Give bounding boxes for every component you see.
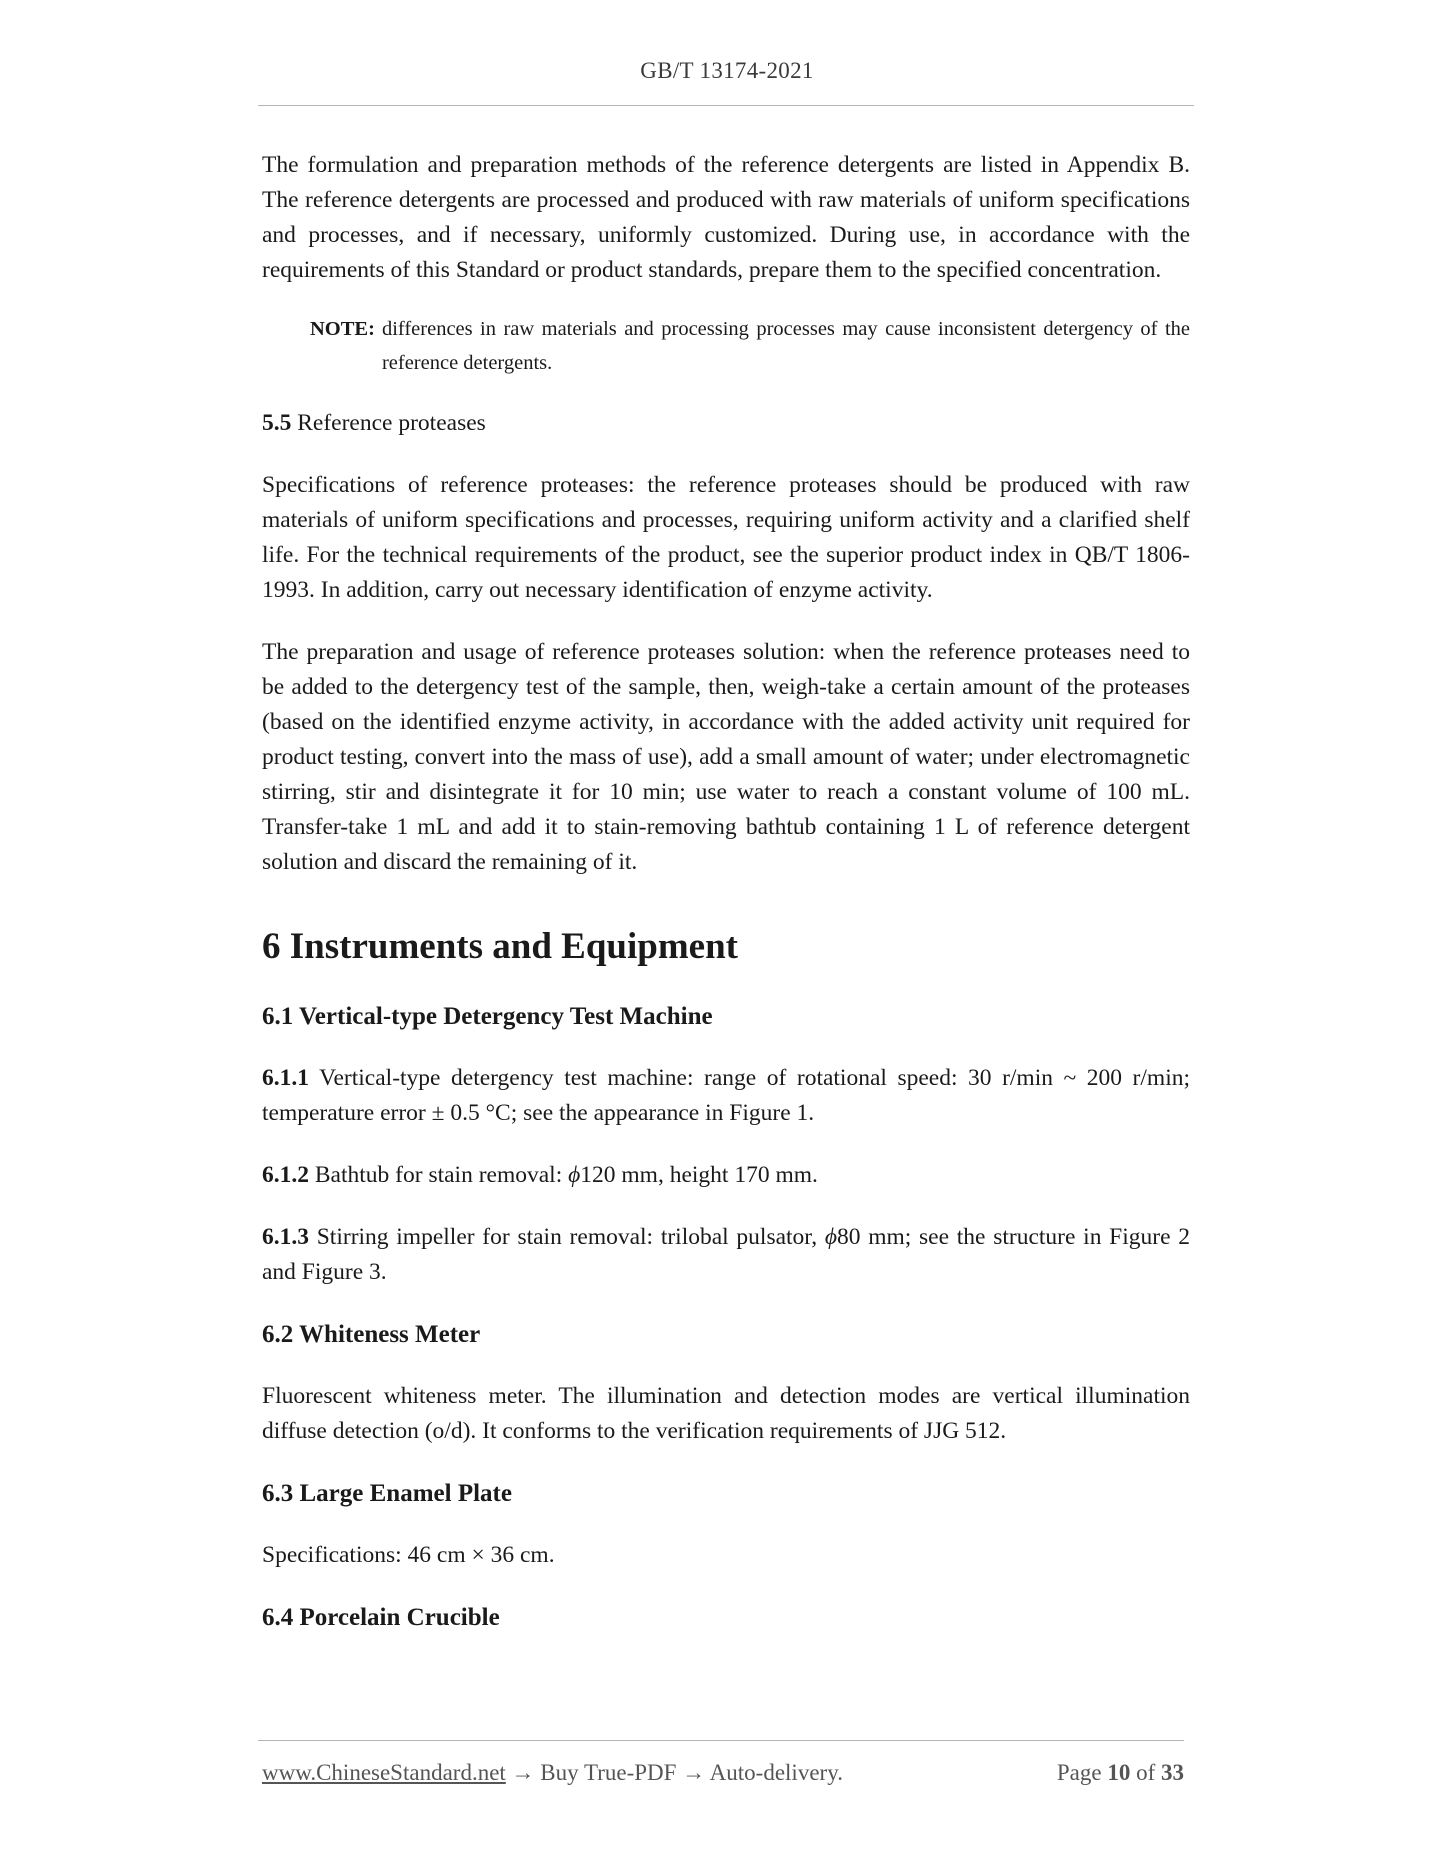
buy-pdf-text: Buy True-PDF	[540, 1760, 677, 1785]
subsection-heading-6-3: 6.3 Large Enamel Plate	[262, 1480, 512, 1507]
paragraph-whiteness-meter: Fluorescent whiteness meter. The illumination and detection modes are vertical illumination diffuse detection (o/d). It conforms to the verification requirements of JJG 512.	[262, 1383, 1190, 1444]
website-link[interactable]: www.ChineseStandard.net	[262, 1760, 506, 1785]
clause-number: 6.1.1	[262, 1065, 309, 1091]
footer-divider	[258, 1740, 1184, 1741]
auto-delivery-text: Auto-delivery.	[709, 1760, 843, 1785]
clause-text: 120 mm, height 170 mm.	[580, 1162, 818, 1188]
subsection-heading-6-2: 6.2 Whiteness Meter	[262, 1321, 481, 1348]
note	[310, 312, 1190, 380]
page-footer	[262, 1760, 1184, 1786]
current-page: 10	[1107, 1760, 1131, 1785]
page-indicator	[1057, 1760, 1184, 1786]
clause-text: 80 mm; see the structure in Figure 2 and Figure 3.	[262, 1224, 1191, 1285]
subsection-heading-6-4: 6.4 Porcelain Crucible	[262, 1604, 500, 1631]
page-header: GB/T 13174-2021	[640, 58, 814, 83]
arrow-right-icon: →	[511, 1760, 535, 1785]
clause-text: Vertical-type detergency test machine: range of rotational speed: 30 r/min ~ 200 r/min; temperature error ± 0.5 °C; see the appearance in Figure 1.	[262, 1065, 1190, 1126]
paragraph-reference-detergents: The formulation and preparation methods of the reference detergents are listed in Appendix B. The reference detergents are processed and produced with raw materials of uniform specifications and processes, and if necessary, uniformly customized. During use, in accordance with the requirements of this Standard or product standards, prepare them to the specified concentration.	[262, 152, 1190, 283]
paragraph-protease-specs: Specifications of reference proteases: the reference proteases should be produced with raw materials of uniform specifications and processes, requiring uniform activity and a clarified shelf life. For the technical requirements of the product, see the superior product index in QB/T 1806-1993. In addition, carry out necessary identification of enzyme activity.	[262, 472, 1190, 603]
diameter-symbol: ϕ	[824, 1224, 837, 1250]
clause-text: Bathtub for stain removal:	[314, 1162, 563, 1188]
arrow-right-icon: →	[682, 1760, 706, 1785]
subsection-heading-6-1: 6.1 Vertical-type Detergency Test Machine	[262, 1003, 713, 1030]
clause-6-1-1	[262, 1061, 1190, 1131]
clause-text: Stirring impeller for stain removal: trilobal pulsator,	[316, 1224, 818, 1250]
clause-6-1-3	[262, 1220, 1190, 1290]
section-heading-6: 6 Instruments and Equipment	[262, 926, 738, 967]
note-label: NOTE:	[310, 318, 375, 340]
clause-number: 6.1.3	[262, 1224, 309, 1250]
clause-number: 6.1.2	[262, 1162, 309, 1188]
note-text: differences in raw materials and processing processes may cause inconsistent detergency of the reference detergents.	[381, 318, 1190, 374]
page-label: Page	[1056, 1760, 1102, 1785]
header-divider	[258, 105, 1194, 106]
paragraph-enamel-plate: Specifications: 46 cm × 36 cm.	[262, 1542, 555, 1568]
clause-6-1-2	[262, 1158, 1190, 1193]
diameter-symbol: ϕ	[568, 1162, 581, 1188]
page-of: of	[1136, 1760, 1156, 1785]
footer-promo	[262, 1760, 843, 1786]
clause-number: 5.5	[262, 410, 292, 436]
clause-5-5	[262, 406, 1190, 441]
document-body	[262, 148, 1190, 1662]
total-pages: 33	[1161, 1760, 1184, 1785]
clause-title: Reference proteases	[297, 410, 486, 436]
paragraph-protease-solution: The preparation and usage of reference proteases solution: when the reference proteases need to be added to the detergency test of the sample, then, weigh-take a certain amount of the proteases (based on the identified enzyme activity, in accordance with the added activity unit required for product testing, convert into the mass of use), add a small amount of water; under electromagnetic stirring, stir and disintegrate it for 10 min; use water to reach a constant volume of 100 mL. Transfer-take 1 mL and add it to stain-removing bathtub containing 1 L of reference detergent solution and discard the remaining of it.	[262, 639, 1190, 875]
